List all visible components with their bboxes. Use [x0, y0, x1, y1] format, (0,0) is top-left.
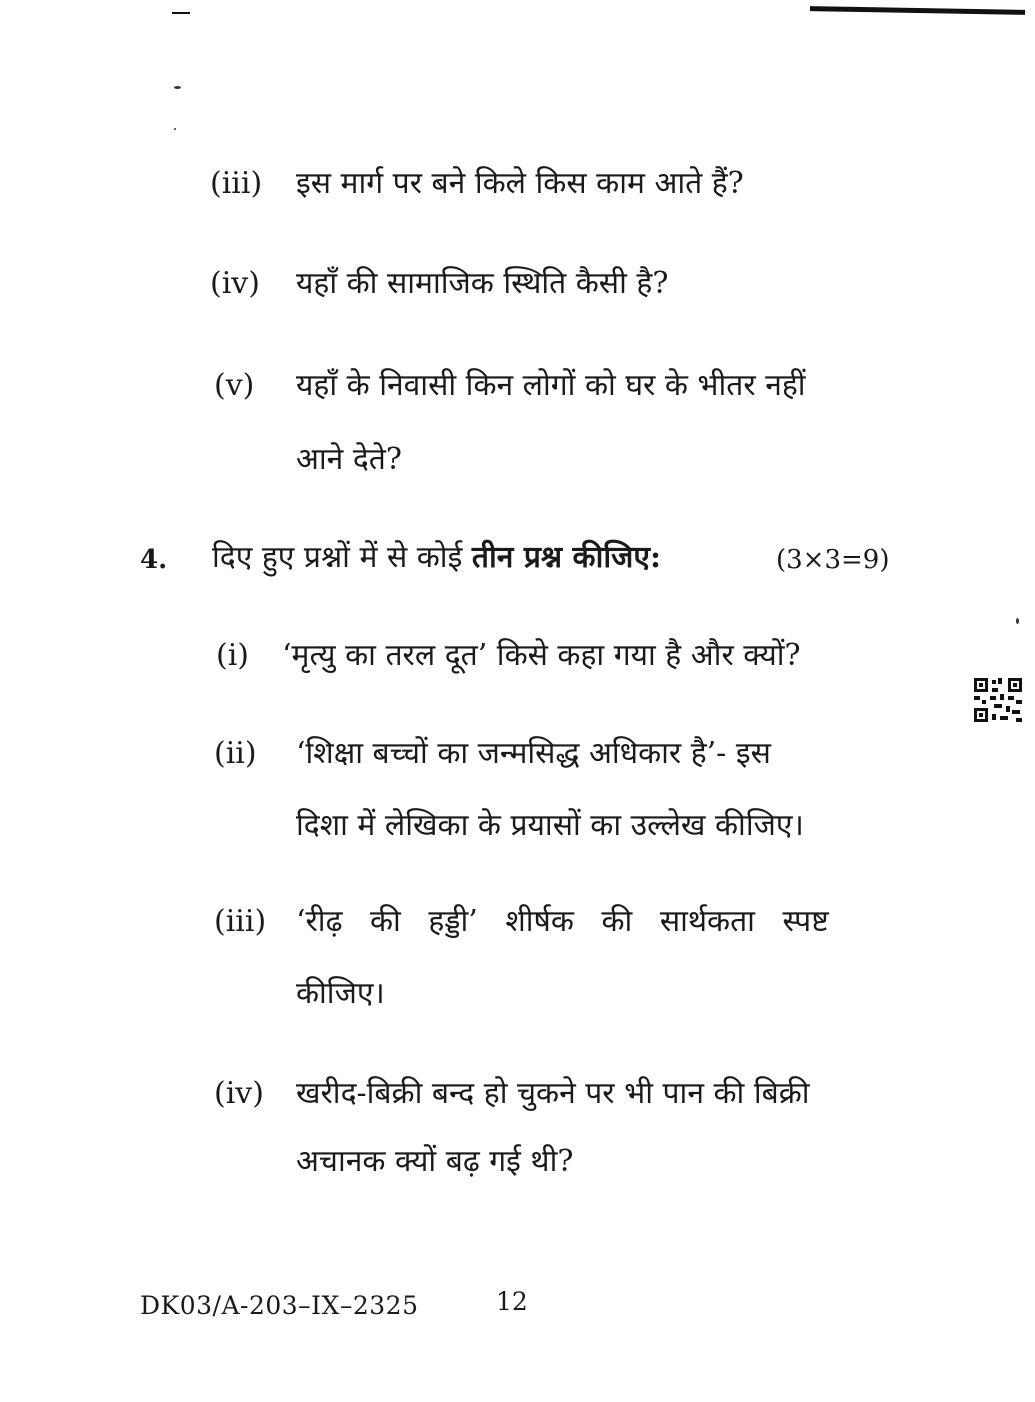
- qr-code-icon: [972, 676, 1024, 724]
- page-number: 12: [496, 1287, 528, 1316]
- question-4-marks: (3×3=9): [776, 545, 890, 575]
- q4-item-i-text: ‘मृत्यु का तरल दूत’ किसे कहा गया है और क्यों?: [282, 638, 801, 673]
- q3-item-v-label: (v): [214, 368, 255, 403]
- q4-item-ii-label: (ii): [214, 736, 257, 771]
- scan-mark-top-right: [810, 6, 1025, 15]
- q3-item-v-text-line2: आने देते?: [296, 442, 402, 477]
- paper-code: DK03/A-203–IX–2325: [140, 1291, 419, 1320]
- q3-item-iii-label: (iii): [210, 166, 263, 201]
- q4-item-iii-text-line1: ‘रीढ़ की हड्डी’ शीर्षक की सार्थकता स्पष्ट: [296, 904, 829, 939]
- q3-item-iv-label: (iv): [210, 266, 260, 301]
- question-4-instruction-text: दिए हुए प्रश्नों में से कोई: [212, 540, 463, 575]
- q4-item-iv-text-line2: अचानक क्यों बढ़ गई थी?: [296, 1144, 574, 1179]
- scan-mark-top-left: [172, 12, 190, 14]
- q4-item-iv-label: (iv): [214, 1076, 264, 1111]
- scan-speck: [174, 128, 176, 130]
- q4-item-iii-text-line2: कीजिए।: [296, 976, 385, 1011]
- question-4-instruction: [212, 538, 661, 578]
- question-4-instruction-bold: तीन प्रश्न कीजिए:: [471, 540, 662, 575]
- q4-item-iii-label: (iii): [214, 904, 267, 939]
- q3-item-v-text-line1: यहाँ के निवासी किन लोगों को घर के भीतर नहीं: [296, 368, 806, 403]
- scan-speck: [1016, 618, 1019, 624]
- q4-item-i-label: (i): [216, 638, 250, 673]
- q4-item-ii-text-line2: दिशा में लेखिका के प्रयासों का उल्लेख कीजिए।: [296, 808, 804, 843]
- question-4-number: 4.: [140, 545, 168, 575]
- scan-speck: [174, 86, 181, 89]
- q4-item-ii-text-line1: ‘शिक्षा बच्चों का जन्मसिद्ध अधिकार है’- इस: [296, 736, 771, 771]
- q4-item-iv-text-line1: खरीद-बिक्री बन्द हो चुकने पर भी पान की बिक्री: [296, 1076, 810, 1111]
- q3-item-iv-text: यहाँ की सामाजिक स्थिति कैसी है?: [296, 266, 669, 301]
- q3-item-iii-text: इस मार्ग पर बने किले किस काम आते हैं?: [296, 166, 744, 201]
